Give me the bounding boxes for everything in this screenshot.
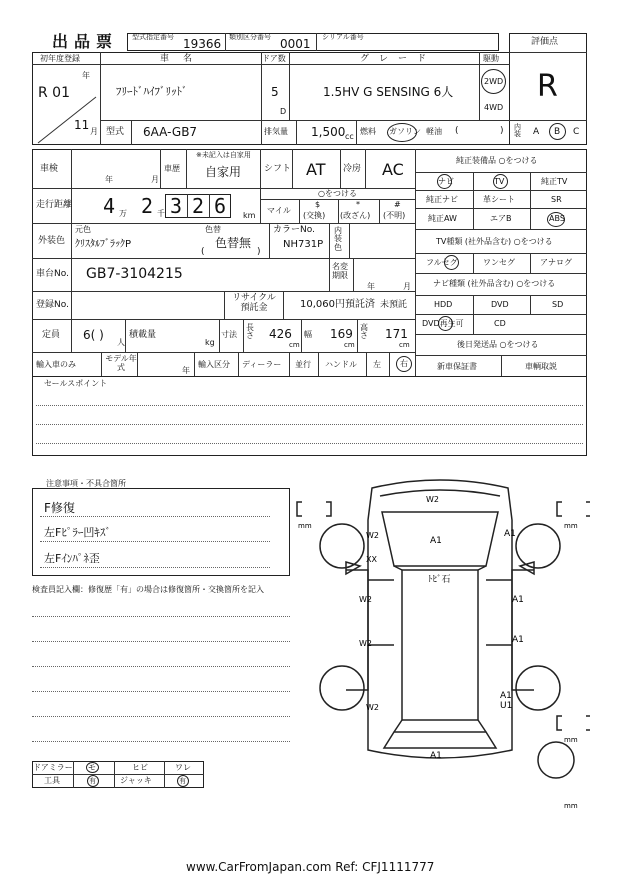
km-unit: km — [243, 211, 256, 220]
interior-color-label: 内装色 — [334, 226, 342, 252]
note-line-1: F修復 — [44, 501, 75, 515]
recycle-unpaid: 未預託 — [380, 300, 408, 310]
interior-grade-a: A — [533, 127, 540, 137]
equip-abs: ABS — [549, 214, 565, 223]
class-no-label: 類別区分番号 — [229, 33, 271, 41]
history-note: ※未記入は自家用 — [196, 151, 251, 159]
mileage-sen-unit: 千 — [157, 209, 165, 218]
shift-label: シフト — [264, 164, 292, 174]
note-line-3: 左Fｲﾝﾊﾟﾈ歪 — [44, 552, 100, 565]
tv-type-header: TV種類 (社外品含む) ○をつける — [436, 237, 553, 246]
width-label: 幅 — [304, 330, 312, 339]
mark-hood-a1: A1 — [430, 536, 442, 546]
name-change-label: 名変期限 — [332, 262, 348, 280]
inspection-month-unit: 月 — [151, 175, 159, 184]
height-cm: cm — [399, 341, 410, 349]
mm-rr: mm — [564, 736, 578, 744]
mirror-label: ドアミラー — [33, 763, 73, 772]
mirror-option: モ — [88, 763, 96, 772]
meter-hash: # — [394, 200, 401, 209]
cc-unit: cc — [345, 132, 354, 141]
first-reg-year: R 01 — [38, 85, 70, 101]
navi-dvd: DVD — [491, 300, 509, 309]
interior-grade-label: 内装 — [514, 123, 521, 138]
color-label: 外装色 — [38, 236, 66, 246]
mileage-man-unit: 万 — [119, 209, 127, 218]
person-unit: 人 — [117, 338, 125, 347]
displacement-label: 排気量 — [264, 127, 288, 136]
later-manual: 車輌取説 — [525, 362, 557, 371]
car-damage-diagram — [290, 470, 590, 810]
meter-star: * — [356, 200, 360, 209]
recycle-amount: 10,060円預託済 — [300, 299, 375, 310]
later-items-header: 後日発送品 ○をつける — [457, 340, 539, 349]
equip-genuine-tv: 純正TV — [541, 177, 568, 186]
model-code: 6AA-GB7 — [143, 125, 198, 139]
navi-type-header: ナビ種類 (社外品含む) ○をつける — [433, 279, 556, 288]
capacity-label: 定員 — [42, 330, 61, 340]
grade-value: 1.5HV G SENSING 6人 — [323, 85, 454, 99]
name-change-year-unit: 年 — [367, 282, 375, 291]
serial-label: シリアル番号 — [322, 33, 364, 41]
mark-rr-fender-a1: A1 — [500, 691, 512, 701]
meter-unknown: (不明) — [383, 211, 406, 220]
type-no-label: 型式指定番号 — [132, 33, 174, 41]
mark-windshield: ﾄﾋﾞ石 — [428, 575, 451, 585]
interior-grade-c: C — [573, 127, 580, 137]
mark-rl-door-w2: W2 — [359, 639, 372, 648]
kg-unit: kg — [205, 338, 215, 347]
height-value: 171 — [385, 327, 408, 341]
model-name-label: 車名 — [160, 54, 207, 64]
capacity-value: 6( ) — [83, 328, 104, 342]
model-year-label: モデル年式 — [105, 354, 137, 372]
mark-fr-fender-a1: A1 — [504, 529, 516, 539]
fuel-gasoline: ガソリン — [389, 127, 421, 136]
import-label: 輸入車のみ — [36, 360, 76, 369]
class-no: 0001 — [280, 37, 311, 51]
history-value: 自家用 — [205, 165, 242, 179]
rating-value: R — [537, 69, 558, 104]
import-dealer: ディーラー — [242, 360, 282, 369]
navi-sd: SD — [552, 300, 564, 309]
handle-left: 左 — [373, 360, 381, 369]
equip-leather-seat: 革シート — [483, 195, 515, 204]
mark-fl-door-w2: W2 — [359, 595, 372, 604]
length-value: 426 — [269, 327, 292, 341]
color-change-label: 色替 — [205, 225, 221, 234]
tools-label: 工具 — [44, 776, 60, 785]
orig-color-label: 元色 — [75, 225, 91, 234]
rating-label: 評価点 — [531, 37, 559, 47]
navi-hdd: HDD — [434, 300, 453, 309]
equip-airbag: エアB — [490, 214, 512, 223]
notes-header: 注意事項・不具合箇所 — [46, 479, 126, 488]
grade-label: グレード — [360, 54, 437, 64]
month-unit: 月 — [90, 127, 98, 136]
mm-fl: mm — [298, 522, 312, 530]
drive-2wd: 2WD — [484, 77, 504, 86]
mm-spare: mm — [564, 802, 578, 810]
crack-label: ヒビ — [132, 763, 148, 772]
inspection-label: 車検 — [40, 164, 59, 174]
meter-exchanged: (交換) — [303, 211, 326, 220]
broken-label: ワレ — [175, 763, 191, 772]
model-code-label: 型式 — [106, 127, 125, 137]
mileage-digit-3: 3 — [170, 194, 183, 218]
equip-genuine-navi: 純正ナビ — [426, 195, 458, 204]
meter-dollar: $ — [315, 200, 321, 209]
later-warranty: 新車保証書 — [437, 362, 477, 371]
model-name: ﾌﾘｰﾄﾞﾊｲﾌﾞﾘｯﾄﾞ — [116, 85, 188, 98]
inspection-year-unit: 年 — [105, 175, 113, 184]
color-no-label: カラーNo. — [273, 225, 315, 235]
color-change-value: 色替無 — [215, 236, 252, 250]
doors-value: 5 — [271, 85, 279, 99]
width-cm: cm — [344, 341, 355, 349]
mark-rl-fender-w2: W2 — [366, 703, 379, 712]
length-cm: cm — [289, 341, 300, 349]
meter-tampered: (改ざん) — [340, 211, 371, 220]
mark-rr-door-a1: A1 — [512, 635, 524, 645]
mark-fr-door-a1: A1 — [512, 595, 524, 605]
jack-label: ジャッキ — [120, 776, 152, 785]
drive-4wd: 4WD — [484, 103, 504, 112]
cooler-label: 冷房 — [343, 164, 362, 174]
first-reg-label: 初年度登録 — [40, 54, 80, 63]
fuel-bracket-open: ( — [455, 126, 459, 136]
fuel-bracket-close: ) — [500, 126, 504, 136]
handle-right: 右 — [400, 359, 408, 368]
diagonal-rule — [34, 95, 100, 145]
mark-hood-w2: W2 — [426, 495, 439, 504]
watermark-footer: www.CarFromJapan.com Ref: CFJ1111777 — [186, 860, 435, 874]
note-line-2: 左Fﾋﾟﾗｰ凹ｷｽﾞ — [44, 526, 111, 539]
model-year-unit: 年 — [182, 366, 190, 375]
width-value: 169 — [330, 327, 353, 341]
navi-dvd-playable: DVD再生可 — [422, 319, 464, 328]
sheet-title: 出品票 — [52, 32, 119, 51]
door-suffix: D — [280, 107, 287, 116]
color-bracket-open: ( — [201, 247, 205, 257]
import-type-label: 輸入区分 — [198, 360, 230, 369]
fuel-label: 燃料 — [360, 127, 376, 136]
drive-label: 駆動 — [483, 54, 499, 63]
mileage-digit-2: 2 — [141, 194, 154, 218]
load-label: 積載量 — [129, 330, 157, 340]
tools-mark: 有 — [89, 777, 96, 785]
mileage-label: 走行距離 — [36, 200, 73, 210]
mark-pillar-xx: XX — [366, 555, 377, 564]
fuel-diesel: 軽油 — [426, 127, 442, 136]
reg-no-label: 登録No. — [36, 300, 69, 310]
genuine-header: 純正装備品 ○をつける — [456, 156, 538, 165]
mm-fr: mm — [564, 522, 578, 530]
mark-fl-fender-w2: W2 — [366, 531, 379, 540]
meter-circle-note: ○をつける — [318, 189, 357, 198]
equip-genuine-aw: 純正AW — [428, 214, 457, 223]
inspector-label: 検査員記入欄：修復歴「有」の場合は修復箇所・交換箇所を記入 — [32, 585, 264, 594]
chassis-label: 車台No. — [36, 269, 69, 279]
equip-navi: ナビ — [438, 177, 454, 186]
displacement-value: 1,500 — [311, 125, 346, 139]
mileage-digit-4: 2 — [192, 194, 205, 218]
sales-point-box — [32, 376, 587, 456]
shift-value: AT — [306, 160, 326, 179]
meter-mile: マイル — [267, 206, 291, 215]
history-label: 車歴 — [164, 164, 180, 173]
import-parallel: 並行 — [295, 360, 311, 369]
tv-oneseg: ワンセグ — [483, 258, 515, 267]
tv-fullseg: フルセグ — [426, 258, 458, 267]
first-reg-month: 11 — [74, 118, 90, 132]
equip-sunroof: SR — [551, 195, 562, 204]
jack-mark: 有 — [179, 777, 186, 785]
type-no: 19366 — [183, 37, 222, 51]
mileage-digit-1: 4 — [103, 194, 116, 218]
dims-label: 寸法 — [221, 330, 237, 339]
mileage-digit-5: 6 — [214, 194, 227, 218]
navi-cd: CD — [494, 319, 506, 328]
height-label: 高さ — [360, 323, 368, 341]
interior-grade-b: B — [554, 127, 561, 137]
mark-rear-a1: A1 — [430, 751, 442, 761]
chassis-no: GB7-3104215 — [86, 266, 183, 282]
length-label: 長さ — [246, 323, 254, 341]
sales-point-label: セールスポイント — [44, 379, 108, 388]
year-unit: 年 — [82, 71, 90, 80]
color-no-value: NH731P — [283, 239, 324, 250]
name-change-month-unit: 月 — [403, 282, 411, 291]
tv-analog: アナログ — [540, 258, 572, 267]
orig-color-value: ｸﾘｽﾀﾙﾌﾞﾗｯｸP — [75, 239, 132, 250]
recycle-label: リサイクル預託金 — [232, 293, 276, 313]
equip-tv: TV — [494, 177, 505, 186]
cooler-value: AC — [382, 160, 404, 179]
mark-rr-fender-u1: U1 — [500, 701, 513, 711]
handle-label: ハンドル — [325, 360, 357, 369]
doors-label: ドア数 — [262, 54, 286, 63]
color-bracket-close: ) — [257, 247, 261, 257]
